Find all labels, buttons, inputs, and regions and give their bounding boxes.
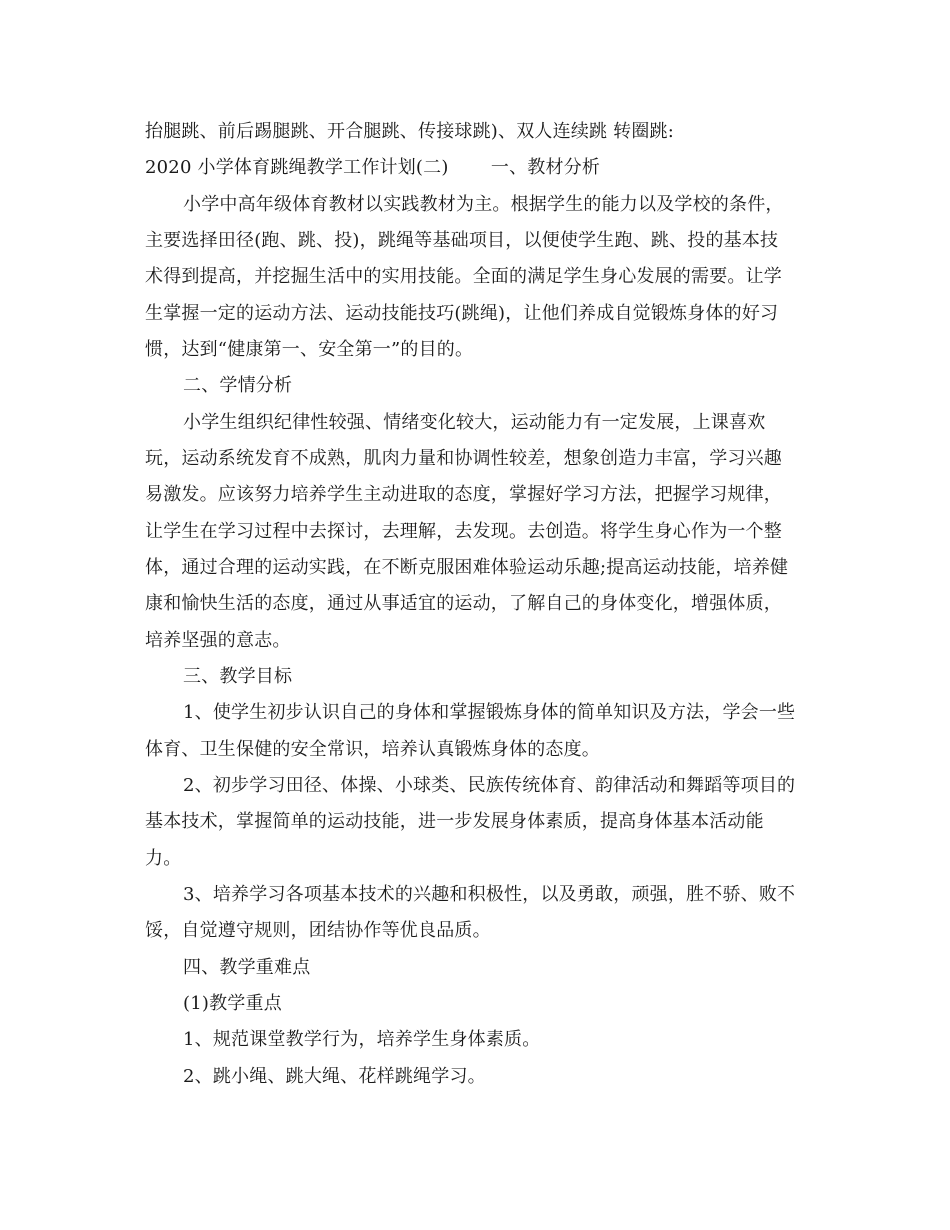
text-line: 1、使学生初步认识自己的身体和掌握锻炼身体的简单知识及方法，学会一些 [183,702,796,723]
section-heading: 四、教学重难点 [183,957,311,978]
text-line: 培养坚强的意志。 [145,630,291,651]
text-line: 体，通过合理的运动实践，在不断克服困难体验运动乐趣;提高运动技能，培养健 [145,557,789,578]
text-line: 康和愉快生活的态度，通过从事适宜的运动，了解自己的身体变化，增强体质， [145,593,782,614]
text-line: 生掌握一定的运动方法、运动技能技巧(跳绳)，让他们养成自觉锻炼身体的好习 [145,303,779,324]
text-line: 1、规范课堂教学行为，培养学生身体素质。 [183,1029,541,1050]
text-line: 小学中高年级体育教材以实践教材为主。根据学生的能力以及学校的条件， [183,194,784,215]
section-heading: 二、学情分析 [183,375,293,396]
text-line: 主要选择田径(跑、跳、投)，跳绳等基础项目，以便使学生跑、跳、投的基本技 [145,230,779,251]
text-line: 易激发。应该努力培养学生主动进取的态度，掌握好学习方法，把握学习规律， [145,484,782,505]
text-line: 玩，运动系统发育不成熟，肌肉力量和协调性较差，想象创造力丰富，学习兴趣 [145,448,782,469]
text-line: 2、初步学习田径、体操、小球类、民族传统体育、韵律活动和舞蹈等项目的 [183,775,796,796]
text-line: 让学生在学习过程中去探讨，去理解，去发现。去创造。将学生身心作为一个整 [145,521,782,542]
text-line: 3、培养学习各项基本技术的兴趣和积极性，以及勇敢，顽强，胜不骄、败不 [183,884,796,905]
text-line: 小学生组织纪律性较强、情绪变化较大，运动能力有一定发展，上课喜欢 [183,412,766,433]
section-heading: 三、教学目标 [183,666,293,687]
text-line: 2、跳小绳、跳大绳、花样跳绳学习。 [183,1066,486,1087]
text-line: 2020 小学体育跳绳教学工作计划(二) 一、教材分析 [145,157,601,178]
text-line: 基本技术，掌握简单的运动技能，进一步发展身体素质，提高身体基本活动能 [145,811,764,832]
text-line: 惯，达到“健康第一、安全第一”的目的。 [145,339,474,360]
text-line: 力。 [145,848,182,869]
subsection-heading: (1)教学重点 [183,993,282,1014]
text-line: 抬腿跳、前后踢腿跳、开合腿跳、传接球跳)、双人连续跳 转圈跳: [145,121,675,142]
text-line: 体育、卫生保健的安全常识，培养认真锻炼身体的态度。 [145,739,600,760]
text-line: 馁，自觉遵守规则，团结协作等优良品质。 [145,920,491,941]
text-line: 术得到提高，并挖掘生活中的实用技能。全面的满足学生身心发展的需要。让学 [145,266,782,287]
